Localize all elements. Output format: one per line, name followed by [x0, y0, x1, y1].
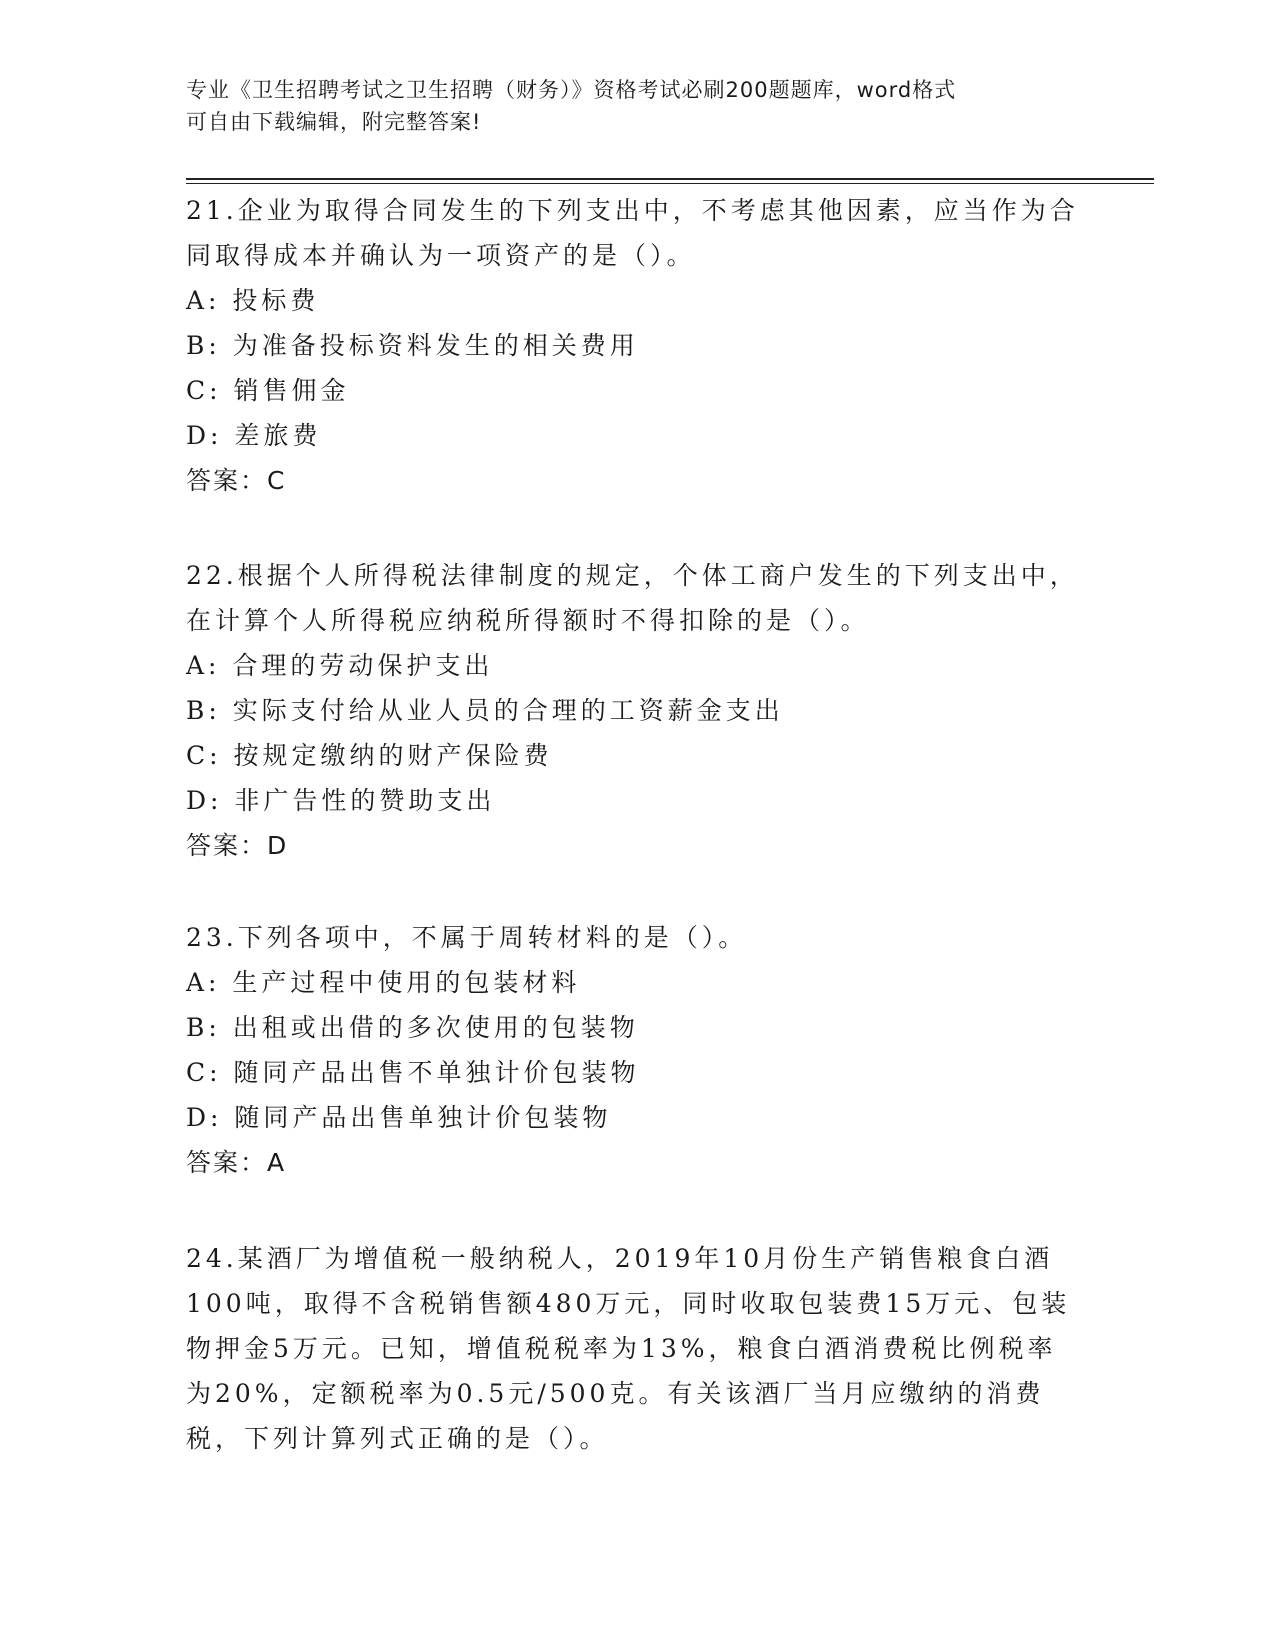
option-d: D: 非广告性的赞助支出 — [186, 786, 496, 815]
option-a: A: 投标费 — [186, 286, 320, 315]
document-header — [186, 74, 1066, 138]
header-divider-thin — [186, 183, 1154, 184]
option-b: B: 为准备投标资料发生的相关费用 — [186, 331, 639, 360]
question-stem-line: 税，下列计算列式正确的是（）。 — [186, 1424, 609, 1453]
answer-line: 答案：C — [186, 466, 287, 495]
question-stem-line: 24.某酒厂为增值税一般纳税人，2019年10月份生产销售粮食白酒 — [186, 1244, 1054, 1273]
option-d: D: 差旅费 — [186, 421, 322, 450]
question-22 — [186, 553, 1086, 868]
option-d: D: 随同产品出售单独计价包装物 — [186, 1103, 612, 1132]
option-c: C: 随同产品出售不单独计价包装物 — [186, 1058, 640, 1087]
header-line-1: 专业《卫生招聘考试之卫生招聘（财务）》资格考试必刷200题题库，word格式 — [186, 78, 957, 102]
option-a: A: 生产过程中使用的包装材料 — [186, 968, 581, 997]
question-stem-line: 23.下列各项中，不属于周转材料的是（）。 — [186, 923, 748, 952]
question-24 — [186, 1236, 1086, 1461]
question-stem-line: 物押金5万元。已知，增值税税率为13%，粮食白酒消费税比例税率 — [186, 1334, 1057, 1363]
option-a: A: 合理的劳动保护支出 — [186, 651, 494, 680]
answer-line: 答案：A — [186, 1148, 287, 1177]
option-b: B: 实际支付给从业人员的合理的工资薪金支出 — [186, 696, 784, 725]
question-stem-line: 21.企业为取得合同发生的下列支出中，不考虑其他因素，应当作为合 — [186, 196, 1079, 225]
header-line-2: 可自由下载编辑，附完整答案! — [186, 110, 482, 134]
question-stem-line: 100吨，取得不含税销售额480万元，同时收取包装费15万元、包装 — [186, 1289, 1071, 1318]
option-c: C: 销售佣金 — [186, 376, 350, 405]
question-stem-line: 同取得成本并确认为一项资产的是（）。 — [186, 241, 696, 270]
answer-line: 答案：D — [186, 831, 289, 860]
question-21 — [186, 188, 1086, 503]
option-c: C: 按规定缴纳的财产保险费 — [186, 741, 553, 770]
question-stem-line: 为20%，定额税率为0.5元/500克。有关该酒厂当月应缴纳的消费 — [186, 1379, 1045, 1408]
question-stem-line: 在计算个人所得税应纳税所得额时不得扣除的是（）。 — [186, 606, 870, 635]
option-b: B: 出租或出借的多次使用的包装物 — [186, 1013, 639, 1042]
header-divider-thick — [186, 178, 1154, 180]
question-23 — [186, 915, 1086, 1185]
question-stem-line: 22.根据个人所得税法律制度的规定，个体工商户发生的下列支出中， — [186, 561, 1079, 590]
